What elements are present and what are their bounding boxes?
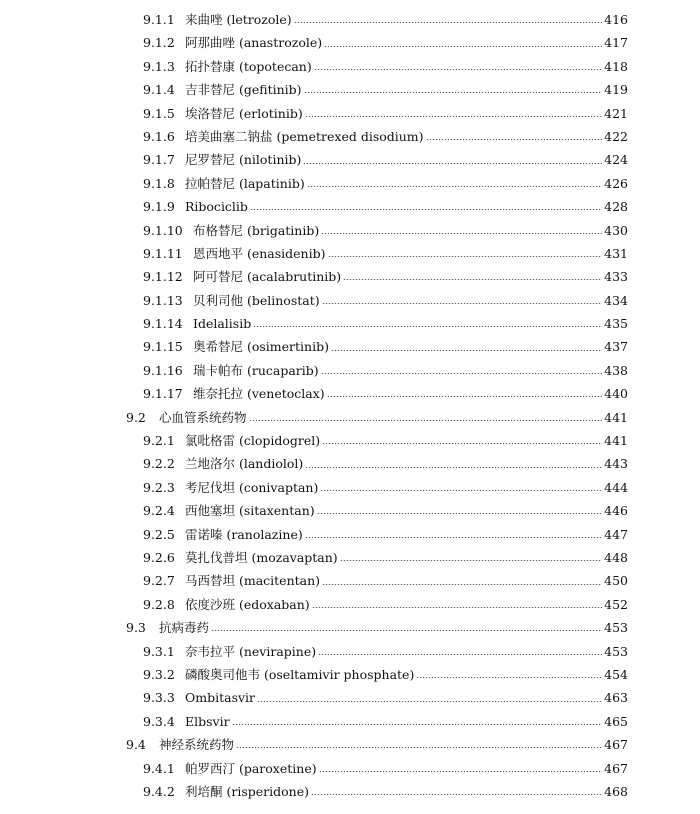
toc-page-number: 419: [604, 82, 628, 98]
toc-entry-number: 9.1.7: [143, 152, 175, 168]
toc-list: [0, 8, 700, 803]
toc-entry-row[interactable]: [0, 780, 700, 803]
toc-entry-row[interactable]: [0, 102, 700, 125]
toc-entry-title: 马西替坦 (macitentan): [185, 573, 321, 589]
toc-line: [143, 523, 628, 546]
toc-page-number: 430: [604, 222, 628, 238]
toc-entry-title: Ombitasvir: [185, 690, 256, 706]
dot-leader: [426, 139, 603, 140]
toc-entry-title: 吉非替尼 (gefitinib): [185, 82, 302, 98]
toc-line: [143, 289, 628, 312]
dot-leader: [249, 420, 603, 421]
dot-leader: [331, 350, 602, 351]
toc-page-number: 421: [604, 105, 628, 121]
toc-entry-number: 9.1.6: [143, 128, 175, 144]
toc-entry-row[interactable]: [0, 640, 700, 663]
toc-line: [143, 125, 628, 148]
toc-entry-title: Elbsvir: [185, 713, 230, 729]
toc-line: [143, 102, 628, 125]
toc-line: [143, 265, 628, 288]
toc-entry-title: Ribociclib: [185, 199, 248, 215]
dot-leader: [318, 654, 602, 655]
toc-entry-number: 9.1.14: [143, 316, 183, 332]
toc-entry-row[interactable]: [0, 382, 700, 405]
toc-entry-title: 考尼伐坦 (conivaptan): [185, 479, 319, 495]
toc-page-number: 450: [604, 573, 628, 589]
toc-entry-title: 依度沙班 (edoxaban): [185, 596, 310, 612]
toc-line: [143, 686, 628, 709]
toc-entry-title: 拓扑替康 (topotecan): [185, 58, 312, 74]
toc-entry-number: 9.1.12: [143, 269, 183, 285]
toc-entry-title: 埃洛替尼 (erlotinib): [185, 105, 303, 121]
toc-entry-number: 9.2.1: [143, 433, 175, 449]
toc-entry-row[interactable]: [0, 55, 700, 78]
toc-entry-number: 9.2.5: [143, 526, 175, 542]
toc-entry-row[interactable]: [0, 546, 700, 569]
dot-leader: [416, 677, 602, 678]
toc-page-number: 433: [604, 269, 628, 285]
toc-page-number: 446: [604, 503, 628, 519]
toc-page-number: 468: [604, 783, 628, 799]
toc-page-number: 422: [604, 128, 628, 144]
toc-entry-title: 奥希替尼 (osimertinib): [193, 339, 329, 355]
toc-entry-title: 雷诺嗪 (ranolazine): [185, 526, 303, 542]
toc-entry-number: 9.2.2: [143, 456, 175, 472]
toc-page-number: 463: [604, 690, 628, 706]
toc-entry-row[interactable]: [0, 289, 700, 312]
toc-entry-title: 奈韦拉平 (nevirapine): [185, 643, 317, 659]
toc-entry-title: 阿可替尼 (acalabrutinib): [193, 269, 342, 285]
toc-entry-title: Idelalisib: [193, 316, 252, 332]
toc-entry-number: 9.1.3: [143, 58, 175, 74]
toc-entry-row[interactable]: [0, 125, 700, 148]
dot-leader: [328, 256, 603, 257]
toc-entry-row[interactable]: [0, 148, 700, 171]
toc-page-number: 452: [604, 596, 628, 612]
toc-line: [143, 780, 628, 803]
toc-entry-title: 拉帕替尼 (lapatinib): [185, 175, 305, 191]
toc-line: [143, 78, 628, 101]
toc-entry-number: 9.1.9: [143, 199, 175, 215]
toc-entry-title: 尼罗替尼 (nilotinib): [185, 152, 302, 168]
dot-leader: [257, 701, 602, 702]
toc-entry-number: 9.1.5: [143, 105, 175, 121]
toc-page-number: 417: [604, 35, 628, 51]
toc-entry-row[interactable]: [0, 663, 700, 686]
dot-leader: [319, 771, 603, 772]
toc-entry-title: 兰地洛尔 (landiolol): [185, 456, 304, 472]
toc-entry-title: 维奈托拉 (venetoclax): [193, 386, 325, 402]
toc-line: [143, 593, 628, 616]
toc-entry-title: 来曲唑 (letrozole): [185, 12, 292, 27]
toc-page-number: 428: [604, 199, 628, 215]
toc-entry-row[interactable]: [0, 757, 700, 780]
toc-entry-number: 9.1.8: [143, 175, 175, 191]
toc-page-number: 448: [604, 549, 628, 565]
toc-entry-number: 9.3.2: [143, 666, 175, 682]
toc-line: [143, 31, 628, 54]
toc-page-number: 424: [604, 152, 628, 168]
toc-entry-title: 磷酸奥司他韦 (oseltamivir phosphate): [185, 666, 415, 682]
toc-entry-title: 瑞卡帕布 (rucaparib): [193, 362, 319, 378]
toc-page-number: 418: [604, 58, 628, 74]
toc-line: [143, 757, 628, 780]
toc-page-number: 443: [604, 456, 628, 472]
toc-page-number: 465: [604, 713, 628, 729]
toc-line: [143, 499, 628, 522]
toc-page-number: 441: [604, 433, 628, 449]
toc-entry-row[interactable]: [0, 219, 700, 242]
toc-entry-row[interactable]: [0, 31, 700, 54]
toc-line: [143, 452, 628, 475]
toc-line: [143, 195, 628, 218]
toc-entry-title: 阿那曲唑 (anastrozole): [185, 35, 323, 51]
toc-entry-number: 9.1.1: [143, 12, 175, 27]
toc-entry-number: 9.4: [126, 737, 146, 753]
toc-entry-number: 9.3.1: [143, 643, 175, 659]
toc-entry-row[interactable]: [0, 335, 700, 358]
toc-line: [143, 546, 628, 569]
toc-line: [143, 172, 628, 195]
toc-entry-title: 抗病毒药: [159, 620, 210, 636]
toc-entry-number: 9.1.4: [143, 82, 175, 98]
toc-entry-number: 9.1.15: [143, 339, 183, 355]
toc-page-number: 440: [604, 386, 628, 402]
toc-entry-row[interactable]: [0, 593, 700, 616]
dot-leader: [322, 443, 602, 444]
toc-entry-row[interactable]: [0, 499, 700, 522]
dot-leader: [307, 186, 602, 187]
toc-entry-title: 恩西地平 (enasidenib): [193, 245, 326, 261]
dot-leader: [324, 46, 602, 47]
toc-entry-row[interactable]: [0, 452, 700, 475]
toc-line: [143, 219, 628, 242]
toc-entry-row[interactable]: [0, 359, 700, 382]
toc-entry-number: 9.1.2: [143, 35, 175, 51]
toc-entry-row[interactable]: [0, 8, 700, 31]
toc-page-number: 454: [604, 666, 628, 682]
dot-leader: [250, 209, 602, 210]
toc-line: [143, 148, 628, 171]
toc-entry-number: 9.2.8: [143, 596, 175, 612]
toc-line: [126, 616, 628, 639]
toc-entry-row[interactable]: [0, 429, 700, 452]
toc-page-number: 453: [604, 620, 628, 636]
toc-entry-number: 9.1.11: [143, 245, 183, 261]
toc-entry-row[interactable]: [0, 686, 700, 709]
toc-page-number: 467: [604, 737, 628, 753]
toc-entry-number: 9.3: [126, 620, 146, 636]
dot-leader: [305, 467, 602, 468]
toc-entry-title: 利培酮 (risperidone): [185, 783, 309, 799]
toc-line: [126, 406, 628, 429]
toc-line: [143, 663, 628, 686]
toc-entry-number: 9.4.2: [143, 783, 175, 799]
toc-entry-number: 9.2.6: [143, 549, 175, 565]
dot-leader: [311, 794, 602, 795]
toc-entry-row[interactable]: [0, 569, 700, 592]
dot-leader: [253, 326, 602, 327]
toc-entry-number: 9.2: [126, 409, 146, 425]
toc-page-number: 426: [604, 175, 628, 191]
dot-leader: [211, 630, 602, 631]
toc-entry-number: 9.1.10: [143, 222, 183, 238]
dot-leader: [303, 163, 602, 164]
toc-entry-title: 莫扎伐普坦 (mozavaptan): [185, 549, 338, 565]
toc-page-number: 441: [604, 409, 628, 425]
dot-leader: [294, 22, 602, 23]
toc-entry-number: 9.4.1: [143, 760, 175, 776]
dot-leader: [305, 116, 602, 117]
toc-line: [143, 8, 628, 31]
toc-entry-title: 帕罗西汀 (paroxetine): [185, 760, 317, 776]
dot-leader: [314, 69, 602, 70]
toc-entry-title: 西他塞坦 (sitaxentan): [185, 503, 315, 519]
toc-entry-title: 心血管系统药物: [159, 409, 247, 425]
toc-page-number: 438: [604, 362, 628, 378]
toc-section-row[interactable]: [0, 733, 700, 756]
dot-leader: [317, 513, 603, 514]
dot-leader: [340, 560, 602, 561]
toc-entry-number: 9.1.13: [143, 292, 183, 308]
toc-line: [143, 55, 628, 78]
dot-leader: [327, 396, 602, 397]
toc-entry-title: 贝利司他 (belinostat): [193, 292, 320, 308]
dot-leader: [236, 747, 602, 748]
toc-page-number: 416: [604, 12, 628, 27]
toc-page-number: 435: [604, 316, 628, 332]
toc-page-number: 444: [604, 479, 628, 495]
toc-page-number: 467: [604, 760, 628, 776]
toc-entry-title: 布格替尼 (brigatinib): [193, 222, 320, 238]
toc-page-number: 447: [604, 526, 628, 542]
toc-section-row[interactable]: [0, 616, 700, 639]
toc-line: [143, 312, 628, 335]
toc-entry-title: 培美曲塞二钠盐 (pemetrexed disodium): [185, 128, 424, 144]
dot-leader: [322, 584, 602, 585]
dot-leader: [321, 233, 602, 234]
toc-entry-row[interactable]: [0, 172, 700, 195]
toc-page-number: 453: [604, 643, 628, 659]
toc-line: [126, 733, 628, 756]
toc-line: [143, 242, 628, 265]
toc-entry-number: 9.2.7: [143, 573, 175, 589]
toc-line: [143, 476, 628, 499]
dot-leader: [320, 490, 602, 491]
toc-entry-title: 神经系统药物: [159, 737, 235, 753]
toc-section-row[interactable]: [0, 406, 700, 429]
toc-entry-row[interactable]: [0, 710, 700, 733]
toc-entry-title: 氯吡格雷 (clopidogrel): [185, 433, 321, 449]
toc-line: [143, 569, 628, 592]
toc-entry-number: 9.1.16: [143, 362, 183, 378]
dot-leader: [312, 607, 602, 608]
toc-line: [143, 359, 628, 382]
toc-entry-row[interactable]: [0, 195, 700, 218]
toc-entry-row[interactable]: [0, 476, 700, 499]
dot-leader: [322, 303, 603, 304]
dot-leader: [304, 92, 603, 93]
dot-leader: [343, 279, 602, 280]
toc-entry-number: 9.2.3: [143, 479, 175, 495]
toc-line: [143, 640, 628, 663]
toc-entry-number: 9.1.17: [143, 386, 183, 402]
toc-entry-row[interactable]: [0, 312, 700, 335]
toc-line: [143, 710, 628, 733]
dot-leader: [305, 537, 602, 538]
toc-entry-row[interactable]: [0, 265, 700, 288]
toc-line: [143, 335, 628, 358]
toc-page-number: 434: [604, 292, 628, 308]
toc-line: [143, 429, 628, 452]
toc-line: [143, 382, 628, 405]
toc-entry-row[interactable]: [0, 523, 700, 546]
dot-leader: [232, 724, 603, 725]
toc-entry-row[interactable]: [0, 78, 700, 101]
toc-page-number: 431: [604, 245, 628, 261]
toc-entry-number: 9.3.3: [143, 690, 175, 706]
toc-entry-row[interactable]: [0, 242, 700, 265]
toc-entry-number: 9.2.4: [143, 503, 175, 519]
toc-entry-number: 9.3.4: [143, 713, 175, 729]
dot-leader: [321, 373, 603, 374]
toc-page-number: 437: [604, 339, 628, 355]
